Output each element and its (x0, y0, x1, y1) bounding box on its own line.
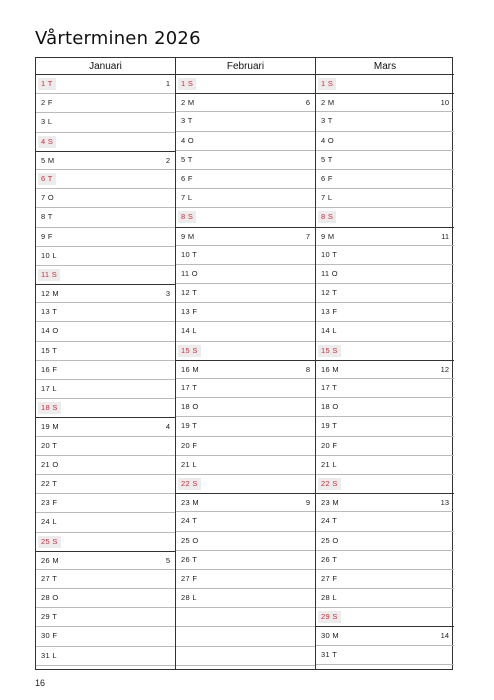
day-row[interactable] (176, 189, 315, 208)
day-label: 19 T (321, 421, 338, 431)
day-row[interactable] (316, 227, 454, 246)
day-label: 28 L (321, 593, 337, 603)
day-row[interactable] (36, 113, 175, 132)
day-row[interactable] (36, 133, 175, 152)
day-row[interactable] (176, 246, 315, 265)
day-row[interactable] (36, 494, 175, 513)
day-label: 13 F (181, 307, 198, 317)
day-row[interactable] (36, 75, 175, 94)
day-row[interactable] (316, 532, 454, 551)
week-number: 2 (165, 155, 170, 165)
day-label: 12 M (41, 289, 59, 299)
day-row[interactable] (176, 398, 315, 417)
day-row[interactable] (176, 93, 315, 112)
week-number: 4 (165, 422, 170, 432)
day-label-holiday: 8 S (318, 211, 336, 223)
day-row[interactable] (316, 456, 454, 475)
day-label: 12 T (181, 288, 198, 298)
day-row[interactable] (316, 646, 454, 665)
day-row[interactable] (176, 170, 315, 189)
empty-day-row[interactable] (176, 608, 315, 627)
day-label-holiday: 29 S (318, 611, 341, 623)
day-label: 27 F (321, 573, 338, 583)
day-label: 19 M (41, 422, 59, 432)
day-row[interactable] (316, 208, 454, 227)
day-row[interactable] (176, 132, 315, 151)
day-label: 9 M (181, 231, 195, 241)
month-header: Januari (36, 58, 175, 75)
day-label: 24 T (321, 516, 338, 526)
day-label-holiday: 25 S (38, 536, 61, 548)
day-row[interactable] (36, 627, 175, 646)
week-number: 3 (165, 289, 170, 299)
day-label: 17 T (181, 383, 198, 392)
day-label: 17 L (41, 384, 57, 393)
day-row[interactable] (36, 189, 175, 208)
day-row[interactable] (316, 417, 454, 436)
day-label: 26 T (181, 554, 198, 564)
day-row[interactable] (176, 227, 315, 246)
day-label: 7 L (321, 193, 333, 203)
day-label: 7 O (41, 193, 54, 203)
week-number: 13 (440, 498, 449, 508)
day-row[interactable] (176, 208, 315, 227)
day-row[interactable] (36, 361, 175, 380)
day-label: 3 T (321, 116, 333, 126)
month-header: Mars (316, 58, 454, 75)
week-number: 1 (165, 79, 170, 88)
day-label: 19 T (181, 421, 198, 431)
day-label: 30 F (41, 631, 58, 641)
day-label: 6 F (321, 173, 333, 183)
day-label: 23 M (321, 498, 339, 508)
day-row[interactable] (176, 112, 315, 131)
day-row[interactable] (316, 75, 454, 94)
day-row[interactable] (36, 437, 175, 456)
day-label: 9 F (41, 231, 53, 241)
day-row[interactable] (36, 151, 175, 170)
day-row[interactable] (316, 170, 454, 189)
week-number: 12 (440, 364, 449, 374)
day-label: 21 L (321, 459, 337, 469)
month-column-februari (176, 58, 316, 669)
day-label: 17 T (321, 383, 338, 392)
week-number: 10 (440, 98, 449, 108)
week-number: 6 (305, 98, 310, 108)
week-number: 14 (440, 631, 449, 641)
day-label: 2 F (41, 98, 53, 108)
week-number: 5 (165, 555, 170, 565)
day-row[interactable] (176, 265, 315, 284)
day-row[interactable] (316, 342, 454, 361)
day-label: 16 M (321, 364, 339, 374)
day-label: 28 L (181, 593, 197, 603)
day-label-holiday: 15 S (178, 345, 201, 357)
day-label: 26 T (321, 554, 338, 564)
day-row[interactable] (316, 284, 454, 303)
calendar-grid (35, 57, 453, 670)
day-row[interactable] (176, 589, 315, 608)
day-label: 11 O (321, 268, 338, 278)
day-row[interactable] (316, 551, 454, 570)
page-number: 16 (35, 678, 46, 688)
day-row[interactable] (36, 608, 175, 627)
day-label: 3 L (41, 117, 53, 127)
day-label: 24 T (181, 516, 198, 526)
day-label: 31 L (41, 650, 57, 660)
day-label: 27 F (181, 573, 198, 583)
day-label: 21 O (41, 459, 59, 469)
day-label: 2 M (321, 98, 335, 108)
day-label-holiday: 6 T (38, 173, 56, 185)
day-label: 15 T (41, 345, 58, 355)
day-label: 25 O (321, 535, 339, 545)
day-label: 4 O (321, 135, 334, 145)
day-row[interactable] (176, 322, 315, 341)
day-label: 16 M (181, 364, 199, 374)
day-row[interactable] (36, 284, 175, 303)
day-row[interactable] (316, 265, 454, 284)
day-label: 13 F (321, 307, 338, 317)
day-label: 18 O (321, 402, 339, 412)
day-row[interactable] (316, 493, 454, 512)
day-label-holiday: 15 S (318, 345, 341, 357)
day-row[interactable] (36, 551, 175, 570)
day-label: 13 T (41, 307, 58, 317)
day-row[interactable] (176, 493, 315, 512)
day-label: 24 L (41, 517, 57, 527)
day-label: 30 M (321, 631, 339, 641)
day-label: 9 M (321, 231, 335, 241)
day-row[interactable] (176, 360, 315, 379)
day-label: 18 O (181, 402, 199, 412)
day-row[interactable] (176, 379, 315, 398)
month-column-mars (316, 58, 454, 669)
day-label-holiday: 1 S (178, 78, 196, 90)
day-label: 20 T (41, 440, 58, 450)
day-row[interactable] (176, 551, 315, 570)
day-row[interactable] (36, 456, 175, 475)
day-label: 10 L (41, 250, 57, 260)
day-row[interactable] (316, 379, 454, 398)
day-row[interactable] (176, 532, 315, 551)
day-label-holiday: 8 S (178, 211, 196, 223)
day-row[interactable] (36, 533, 175, 552)
day-row[interactable] (36, 322, 175, 341)
day-label: 22 T (41, 478, 58, 488)
day-label: 3 T (181, 116, 193, 126)
month-column-januari (36, 58, 176, 669)
day-row[interactable] (316, 322, 454, 341)
day-label: 23 F (41, 498, 58, 508)
day-label-holiday: 18 S (38, 402, 61, 414)
day-row[interactable] (36, 570, 175, 589)
day-row[interactable] (176, 437, 315, 456)
day-row[interactable] (316, 93, 454, 112)
day-row[interactable] (316, 189, 454, 208)
day-row[interactable] (176, 475, 315, 494)
day-row[interactable] (36, 342, 175, 361)
day-row[interactable] (176, 151, 315, 170)
day-row[interactable] (176, 284, 315, 303)
empty-day-row[interactable] (176, 627, 315, 646)
day-label: 27 T (41, 573, 58, 583)
day-label-holiday: 1 T (38, 78, 56, 90)
day-row[interactable] (316, 246, 454, 265)
month-header: Februari (176, 58, 315, 75)
day-row[interactable] (316, 112, 454, 131)
day-row[interactable] (36, 303, 175, 322)
week-number: 7 (305, 231, 310, 241)
day-row[interactable] (36, 647, 175, 666)
day-label: 16 F (41, 364, 58, 374)
day-row[interactable] (316, 589, 454, 608)
day-row[interactable] (36, 247, 175, 266)
day-row[interactable] (36, 266, 175, 285)
day-label: 5 T (181, 154, 193, 164)
day-row[interactable] (176, 342, 315, 361)
day-row[interactable] (316, 512, 454, 531)
day-label-holiday: 11 S (38, 269, 60, 281)
day-row[interactable] (316, 608, 454, 627)
day-label: 26 M (41, 555, 59, 565)
day-row[interactable] (176, 570, 315, 589)
day-row[interactable] (316, 303, 454, 322)
day-row[interactable] (36, 380, 175, 399)
page-title: Vårterminen 2026 (35, 28, 201, 49)
day-row[interactable] (36, 475, 175, 494)
day-label: 28 O (41, 593, 59, 603)
day-label: 7 L (181, 193, 193, 203)
day-row[interactable] (36, 589, 175, 608)
day-label: 14 O (41, 326, 59, 336)
week-number: 8 (305, 364, 310, 374)
day-row[interactable] (316, 626, 454, 645)
day-label-holiday: 22 S (318, 478, 341, 490)
day-row[interactable] (176, 417, 315, 436)
day-label: 8 T (41, 212, 53, 222)
day-row[interactable] (316, 398, 454, 417)
day-label: 23 M (181, 498, 199, 508)
day-row[interactable] (36, 417, 175, 436)
day-label-holiday: 1 S (318, 78, 336, 90)
day-row[interactable] (316, 570, 454, 589)
day-label: 14 L (321, 326, 337, 336)
day-row[interactable] (316, 475, 454, 494)
day-label: 11 O (181, 268, 198, 278)
day-row[interactable] (176, 75, 315, 94)
day-label: 14 L (181, 326, 197, 336)
week-number: 11 (441, 231, 449, 241)
day-label: 2 M (181, 98, 195, 108)
day-label: 31 T (321, 649, 338, 659)
day-label: 5 M (41, 155, 55, 165)
day-label: 6 F (181, 173, 193, 183)
empty-day-row[interactable] (176, 647, 315, 666)
day-label: 21 L (181, 459, 197, 469)
day-row[interactable] (176, 512, 315, 531)
day-row[interactable] (36, 94, 175, 113)
week-number: 9 (305, 498, 310, 508)
day-row[interactable] (36, 170, 175, 189)
day-label: 12 T (321, 288, 338, 298)
day-label-holiday: 22 S (178, 478, 201, 490)
day-row[interactable] (36, 228, 175, 247)
day-row[interactable] (176, 456, 315, 475)
day-label: 5 T (321, 154, 333, 164)
day-row[interactable] (316, 437, 454, 456)
day-label: 20 F (321, 440, 338, 450)
day-row[interactable] (316, 132, 454, 151)
day-row[interactable] (36, 513, 175, 532)
day-row[interactable] (316, 151, 454, 170)
day-label: 10 T (181, 249, 198, 259)
day-row[interactable] (316, 360, 454, 379)
day-label: 10 T (321, 249, 338, 259)
day-row[interactable] (36, 399, 175, 418)
day-label: 25 O (181, 535, 199, 545)
day-label-holiday: 4 S (38, 136, 56, 148)
day-label: 20 F (181, 440, 198, 450)
day-row[interactable] (36, 208, 175, 227)
day-row[interactable] (176, 303, 315, 322)
day-label: 29 T (41, 612, 58, 622)
day-label: 4 O (181, 135, 194, 145)
